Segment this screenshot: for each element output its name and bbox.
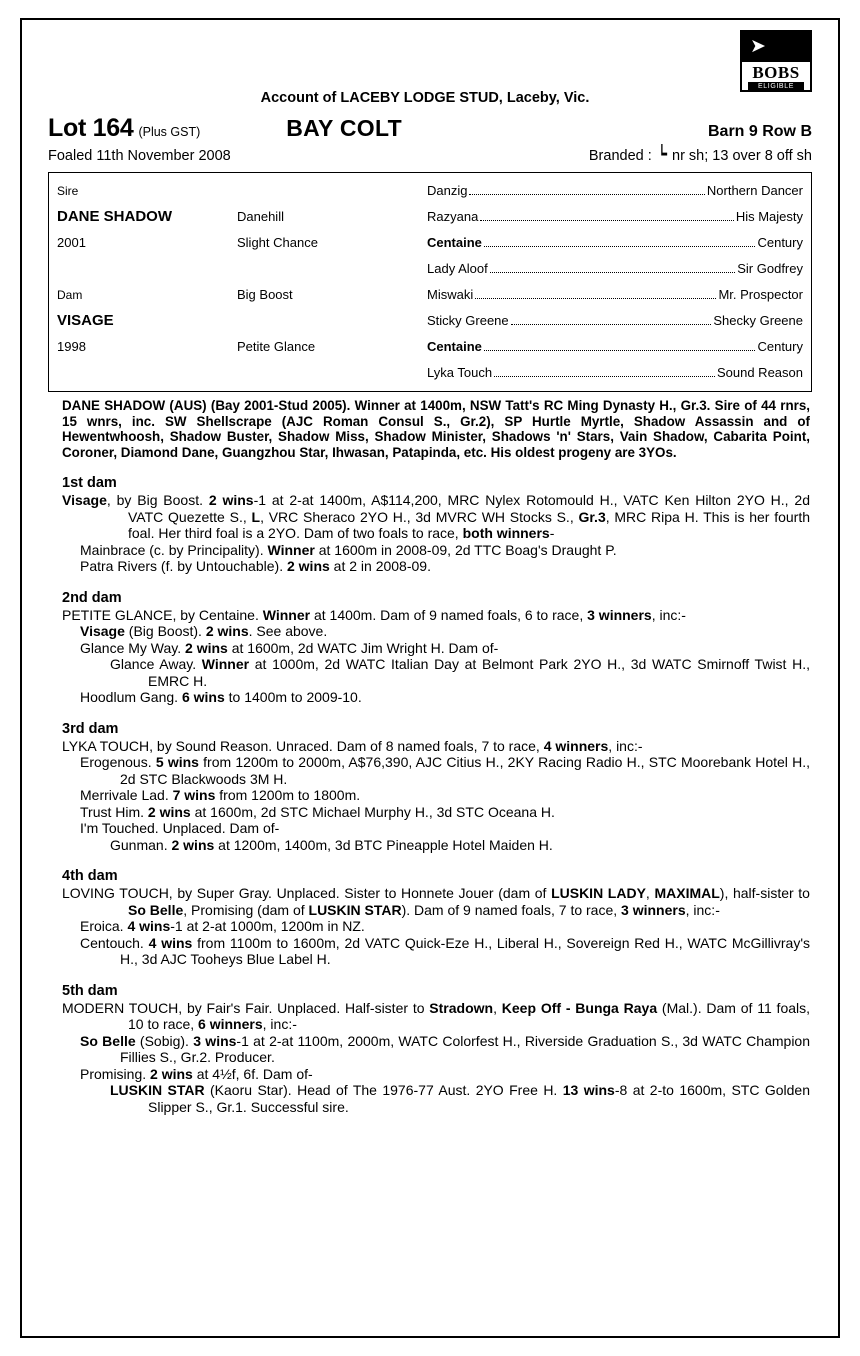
branded-label: Branded : [588, 148, 652, 164]
gen3-by: His Majesty [735, 209, 803, 224]
body-text: to 1400m to 2009-10. [224, 689, 362, 706]
emphasis-text: LUSKIN LADY [551, 885, 646, 902]
sire-name: DANE SHADOW [57, 208, 172, 225]
gen3-name: Centaine [427, 339, 482, 354]
emphasis-text: LUSKIN STAR [308, 901, 402, 918]
logo-brand-text: BOBS [752, 63, 800, 82]
dam-dam: Petite Glance [237, 339, 316, 354]
body-text: LOVING TOUCH, by Super Gray. Unplaced. Sister to Honnete Jouer (dam of [62, 885, 552, 902]
body-text: , inc:- [685, 901, 720, 918]
pedigree-line [80, 754, 810, 787]
emphasis-text: Winner [262, 606, 311, 623]
body-text: I'm Touched. Unplaced. Dam of- [80, 820, 280, 837]
dam-name: VISAGE [57, 312, 114, 329]
gen3-entry [427, 308, 803, 334]
body-text: (Big Boost). [124, 623, 206, 640]
gen3-entry [427, 204, 803, 230]
pedigree-col-2 [237, 173, 427, 391]
gen3-name: Lyka Touch [427, 365, 493, 380]
emphasis-text: 6 winners [198, 1016, 263, 1033]
body-text: at 1600m in 2008-09, 2d TTC Boag's Draught P. [314, 541, 617, 558]
body-text: . See above. [248, 623, 328, 640]
body-text: from 1100m to 1600m, 2d VATC Quick-Eze H., Liberal H., Sovereign Red H., WATC McGillivray's H., 3d AJC Tooheys Blue Label H. [120, 934, 810, 968]
lot-number: Lot 164 [48, 114, 134, 142]
emphasis-text: Visage [62, 492, 107, 509]
gen3-by: Shecky Greene [713, 313, 803, 328]
body-text: Glance Away. [110, 656, 202, 673]
emphasis-text: 2 wins [286, 558, 330, 575]
leader-dots [475, 289, 716, 299]
emphasis-text: 2 wins [147, 803, 191, 820]
gen3-entry [427, 178, 803, 204]
emphasis-text: 2 wins [171, 836, 215, 853]
body-text: Patra Rivers (f. by Untouchable). [80, 558, 287, 575]
lot-header [48, 114, 812, 143]
gen3-entry [427, 256, 803, 282]
body-text: , [493, 999, 502, 1016]
pedigree-line [62, 492, 810, 542]
emphasis-text: Stradown [429, 999, 494, 1016]
pedigree-line [80, 542, 810, 559]
pedigree-col-1 [49, 173, 237, 391]
branded-detail: nr sh; 13 over 8 off sh [672, 148, 812, 164]
bird-icon: ➤ [750, 35, 766, 57]
emphasis-text: 13 wins [562, 1082, 615, 1099]
sire-year: 2001 [57, 235, 86, 250]
barn-row: Barn 9 Row B [707, 123, 812, 140]
sire-dam: Slight Chance [237, 235, 318, 250]
emphasis-text: Gr.3 [578, 508, 606, 525]
gen3-entry [427, 334, 803, 360]
dam-label: Dam [57, 288, 83, 302]
pedigree-line [110, 1082, 810, 1115]
body-text: Promising. [80, 1065, 151, 1082]
emphasis-text: Visage [80, 623, 125, 640]
plus-gst-note: (Plus GST) [138, 125, 201, 139]
body-text: MODERN TOUCH, by Fair's Fair. Unplaced. Half-sister to [62, 999, 430, 1016]
foaled-branded-row [48, 147, 812, 164]
body-text: (Mal.). Dam of 11 foals, 10 to race, [128, 999, 811, 1033]
body-text: at 4½f, 6f. Dam of- [192, 1065, 313, 1082]
body-text: , Promising (dam of [183, 901, 309, 918]
colour-sex: BAY COLT [286, 115, 402, 141]
leader-dots [490, 263, 736, 273]
emphasis-text: Keep Off - Bunga Raya [501, 999, 658, 1016]
body-text: Erogenous. [80, 754, 156, 771]
body-text: , inc:- [608, 737, 643, 754]
pedigree-line [80, 935, 810, 968]
gen3-by: Mr. Prospector [718, 287, 803, 302]
body-text: Eroica. [80, 918, 128, 935]
gen3-entry [427, 360, 803, 386]
body-text: Merrivale Lad. [80, 787, 173, 804]
pedigree-line [80, 640, 810, 657]
leader-dots [484, 237, 756, 247]
pedigree-spacer-2 [237, 178, 427, 204]
emphasis-text: 2 wins [150, 1065, 193, 1082]
body-text: Centouch. [80, 934, 149, 951]
body-text: , VRC Sheraco 2YO H., 3d MVRC WH Stocks S., [260, 508, 579, 525]
body-text: at 2 in 2008-09. [329, 558, 431, 575]
pedigree-spacer-4 [237, 308, 427, 334]
body-text: at 1600m, 2d STC Michael Murphy H., 3d STC Oceana H. [190, 803, 555, 820]
emphasis-text: Winner [267, 541, 315, 558]
body-text: ), half-sister to [719, 885, 810, 902]
emphasis-text: So Belle [80, 1032, 136, 1049]
body-text: -1 at 2-at 1100m, 2000m, WATC Colorfest H., Riverside Graduation S., 3d WATC Champion Fillies S., Gr.2. Producer. [120, 1032, 810, 1066]
emphasis-text: L [251, 508, 261, 525]
emphasis-text: 5 wins [155, 754, 199, 771]
emphasis-text: 4 wins [127, 918, 171, 935]
sire-sire: Danehill [237, 209, 284, 224]
emphasis-text: 3 winners [587, 606, 652, 623]
body-text: at 1000m, 2d WATC Italian Day at Belmont Park 2YO H., 3d WATC Smirnoff Twist H., EMRC H. [148, 656, 811, 689]
gen3-name: Razyana [427, 209, 479, 224]
emphasis-text: LUSKIN STAR [110, 1082, 205, 1099]
leader-dots [484, 341, 756, 351]
emphasis-text: 4 winners [543, 737, 609, 754]
gen3-by: Century [757, 339, 803, 354]
body-text: Glance My Way. [80, 639, 186, 656]
pedigree-line [62, 738, 810, 755]
emphasis-text: 2 wins [205, 623, 249, 640]
body-text: -1 at 2-at 1400m, A$114,200, MRC Nylex Rotomould H., VATC Ken Hilton 2YO H., 2d VATC Quezette S., [128, 492, 810, 525]
leader-dots [494, 367, 715, 377]
pedigree-col-3 [427, 173, 811, 391]
body-text: -1 at 2-at 1000m, 1200m in NZ. [170, 918, 365, 935]
pedigree-spacer-3 [237, 256, 427, 282]
pedigree-line [80, 918, 810, 935]
pedigree-line [80, 558, 810, 575]
dam-sire: Big Boost [237, 287, 293, 302]
emphasis-text: 6 wins [181, 689, 225, 706]
gen3-by: Sir Godfrey [737, 261, 803, 276]
pedigree-line [80, 623, 810, 640]
pedigree-line [80, 804, 810, 821]
body-text: Trust Him. [80, 803, 148, 820]
body-text: Gunman. [110, 836, 172, 853]
emphasis-text: 3 wins [193, 1032, 237, 1049]
pedigree-line [62, 607, 810, 624]
bobs-logo [740, 30, 812, 92]
body-text: at 1200m, 1400m, 3d BTC Pineapple Hotel Maiden H. [214, 836, 553, 853]
body-text: , inc:- [262, 1016, 297, 1033]
emphasis-text: both winners [462, 525, 550, 542]
gen3-name: Sticky Greene [427, 313, 509, 328]
dam-section-heading: 1st dam [62, 475, 117, 492]
pedigree-line [80, 1033, 810, 1066]
pedigree-line [62, 885, 810, 918]
pedigree-line [80, 1066, 810, 1083]
dam-section-heading: 2nd dam [62, 589, 122, 606]
body-text: Hoodlum Gang. [80, 689, 182, 706]
branded-info [589, 147, 812, 164]
foaled-date: Foaled 11th November 2008 [48, 148, 231, 164]
leader-dots [469, 185, 704, 195]
dam-section-heading: 4th dam [62, 868, 118, 885]
dam-section-heading: 5th dam [62, 982, 118, 999]
body-text: at 1400m. Dam of 9 named foals, 6 to race, [310, 606, 588, 623]
gen3-name: Danzig [427, 183, 468, 198]
gen3-name: Miswaki [427, 287, 474, 302]
gen3-entry [427, 230, 803, 256]
pedigree-spacer-1 [57, 256, 237, 282]
leader-dots [480, 211, 734, 221]
body-text: (Sobig). [135, 1032, 194, 1049]
body-text: LYKA TOUCH, by Sound Reason. Unraced. Dam of 8 named foals, 7 to race, [62, 737, 544, 754]
pedigree-line [80, 820, 810, 837]
gen3-entry [427, 282, 803, 308]
body-text: , MRC Ripa H. This is her fourth foal. Her third foal is a 2YO. Dam of two foals to race, [128, 508, 811, 542]
emphasis-text: 2 wins [208, 492, 254, 509]
emphasis-text: 4 wins [148, 934, 193, 951]
logo-top-band [742, 32, 810, 62]
body-text: from 1200m to 2000m, A$76,390, AJC Citius H., 2KY Racing Radio H., STC Moorebank Hotel H., 2d STC Blackwoods 3M H. [120, 754, 811, 787]
gen3-by: Northern Dancer [706, 183, 803, 198]
emphasis-text: MAXIMAL [654, 885, 720, 902]
body-text: , [645, 885, 655, 902]
account-line: Account of LACEBY LODGE STUD, Laceby, Vic. [260, 90, 590, 106]
gen3-by: Sound Reason [716, 365, 803, 380]
dam-year: 1998 [57, 339, 86, 354]
body-text: -8 at 2-to 1600m, STC Golden Slipper S., Gr.1. Successful sire. [148, 1082, 810, 1115]
pedigree-line [62, 1000, 810, 1033]
pedigree-line [110, 837, 810, 854]
emphasis-text: 3 winners [621, 901, 686, 918]
gen3-name: Lady Aloof [427, 261, 488, 276]
sire-summary: DANE SHADOW (AUS) (Bay 2001-Stud 2005). Winner at 1400m, NSW Tatt's RC Ming Dynasty H., Gr.3. Sire of 44 rnrs, 15 wnrs, inc. SW Shellscrape (AJC Roman Consul S., Gr.2), SP Hurtle Myrtle, Shadow Assassin and of Hewentwhoosh, Shadow Buster, Shadow Miss, Shadow Minister, Shadows 'n' Stars, Vain Shadow, Cabarita Point, Coroner, Diamond Dane, Guangzhou Star, Ihwasan, Patapinda, etc. His oldest progeny are 3YOs. [62, 398, 810, 460]
gen3-name: Centaine [427, 235, 482, 250]
body-text: Mainbrace (c. by Principality). [80, 541, 268, 558]
body-text: (Kaoru Star). Head of The 1976-77 Aust. 2YO Free H. [204, 1082, 563, 1099]
sire-label: Sire [57, 184, 79, 198]
pedigree-sections [48, 475, 812, 1115]
pedigree-line [80, 689, 810, 706]
pedigree-line [110, 656, 810, 689]
body-text: ). Dam of 9 named foals, 7 to race, [401, 901, 622, 918]
logo-eligible-text: ELIGIBLE [748, 82, 804, 91]
body-text: , by Big Boost. [106, 492, 209, 509]
emphasis-text: 2 wins [185, 639, 228, 656]
pedigree-table [48, 172, 812, 392]
dam-section-heading: 3rd dam [62, 720, 119, 737]
body-text: PETITE GLANCE, by Centaine. [62, 606, 263, 623]
body-text: at 1600m, 2d WATC Jim Wright H. Dam of- [227, 639, 499, 656]
emphasis-text: 7 wins [172, 787, 216, 804]
body-text: - [549, 525, 555, 542]
emphasis-text: Winner [201, 656, 250, 673]
brand-mark-icon: ┕ [656, 145, 668, 165]
body-text: , inc:- [651, 606, 686, 623]
gen3-by: Century [757, 235, 803, 250]
pedigree-line [80, 787, 810, 804]
leader-dots [511, 315, 712, 325]
body-text: from 1200m to 1800m. [215, 787, 361, 804]
emphasis-text: So Belle [128, 901, 184, 918]
